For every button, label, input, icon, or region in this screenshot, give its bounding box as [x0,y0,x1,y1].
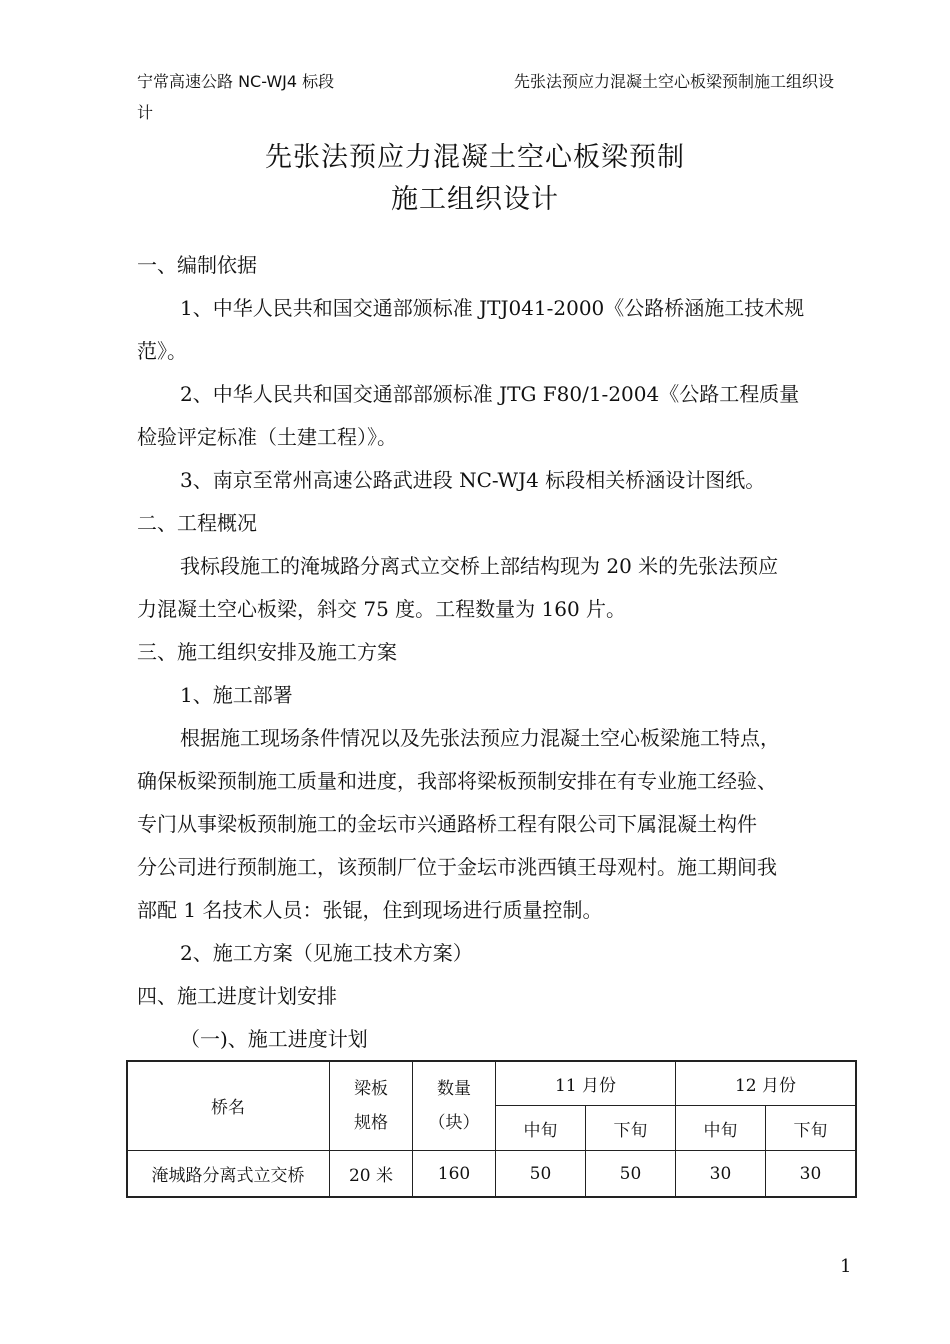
header-nov-mid: 中旬 [496,1106,586,1151]
cell-nov-mid: 50 [496,1151,586,1197]
s4-subheading1: （一)、施工进度计划 [180,1027,368,1051]
header-nov-late: 下旬 [586,1106,676,1151]
table-row [127,1151,856,1197]
section2-heading: 二、工程概况 [137,511,257,535]
cell-bridge-name: 淹城路分离式立交桥 [127,1151,330,1197]
header-left-line1: 宁常高速公路 NC-WJ4 标段 [137,72,335,91]
cell-dec-late: 30 [766,1151,856,1197]
cell-spec: 20 米 [330,1151,413,1197]
doc-title-line2: 施工组织设计 [391,184,559,215]
header-spec-line1: 梁板 [354,1078,388,1099]
doc-title-line1: 先张法预应力混凝土空心板梁预制 [265,142,685,173]
s3-para-line3: 专门从事梁板预制施工的金坛市兴通路桥工程有限公司下属混凝土构件 [137,812,757,836]
header-december: 12 月份 [676,1061,856,1106]
header-spec-line2: 规格 [354,1112,388,1133]
cell-dec-mid: 30 [676,1151,766,1197]
cell-quantity: 160 [413,1151,496,1197]
s3-subheading2: 2、施工方案（见施工技术方案） [180,941,473,965]
s1-item1-line1: 1、中华人民共和国交通部颁标准 JTJ041-2000《公路桥涵施工技术规 [180,296,805,320]
s1-item3: 3、南京至常州高速公路武进段 NC-WJ4 标段相关桥涵设计图纸。 [180,468,766,492]
s2-para-line2: 力混凝土空心板梁，斜交 75 度。工程数量为 160 片。 [137,597,627,621]
s1-item2-line2: 检验评定标准（土建工程）》。 [137,425,397,449]
header-dec-late: 下旬 [766,1106,856,1151]
s3-para-line5: 部配 1 名技术人员：张锟，住到现场进行质量控制。 [137,898,603,922]
header-left-line2: 计 [137,103,154,122]
header-bridge-name: 桥名 [127,1061,330,1151]
s3-para-line2: 确保板梁预制施工质量和进度，我部将梁板预制安排在有专业施工经验、 [137,769,777,793]
s2-para-line1: 我标段施工的淹城路分离式立交桥上部结构现为 20 米的先张法预应 [180,554,779,578]
s1-item1-line2: 范》。 [137,339,187,363]
section4-heading: 四、施工进度计划安排 [137,984,337,1008]
header-november: 11 月份 [496,1061,676,1106]
s1-item2-line1: 2、中华人民共和国交通部部颁标准 JTG F80/1-2004《公路工程质量 [180,382,800,406]
header-right: 先张法预应力混凝土空心板梁预制施工组织设 [514,72,835,91]
schedule-table [126,1060,856,1197]
header-quantity-line2: （块） [428,1112,480,1133]
cell-nov-late: 50 [586,1151,676,1197]
section3-heading: 三、施工组织安排及施工方案 [137,640,397,664]
header-quantity [413,1061,496,1151]
s3-subheading1: 1、施工部署 [180,683,293,707]
header-quantity-line1: 数量 [437,1078,471,1099]
section1-heading: 一、编制依据 [137,253,257,277]
page-number: 1 [840,1256,852,1277]
header-dec-mid: 中旬 [676,1106,766,1151]
s3-para-line4: 分公司进行预制施工，该预制厂位于金坛市洮西镇王母观村。施工期间我 [137,855,777,879]
s3-para-line1: 根据施工现场条件情况以及先张法预应力混凝土空心板梁施工特点， [180,726,780,750]
header-spec [330,1061,413,1151]
